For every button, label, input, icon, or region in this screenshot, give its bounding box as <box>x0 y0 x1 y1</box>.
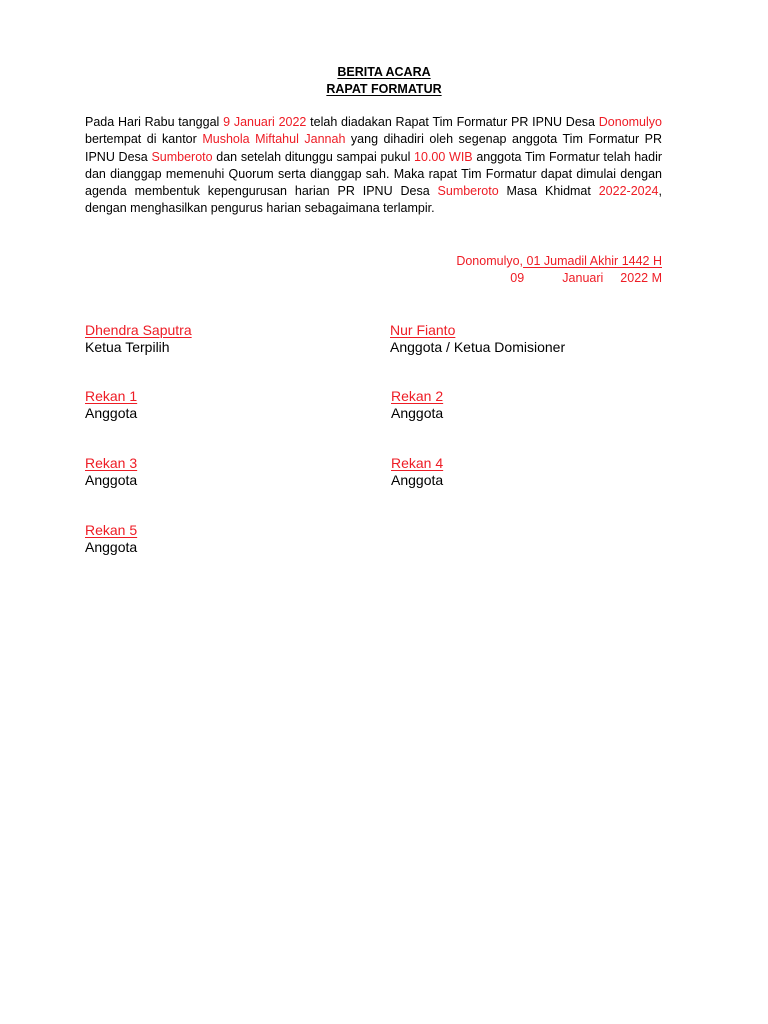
date-day: 09 <box>510 271 525 285</box>
place-hijri-date <box>456 253 662 270</box>
signatory-block <box>85 522 137 556</box>
service-period: 2022-2024 <box>598 184 659 199</box>
date-month: Januari <box>562 271 604 285</box>
village-name: Sumberoto <box>151 149 213 164</box>
signatory-block <box>391 455 443 489</box>
signatory-name: Dhendra Saputra <box>85 322 192 338</box>
signatory-role: Anggota <box>391 472 444 488</box>
signatory-name: Rekan 2 <box>391 388 444 404</box>
body-text-4: yang dihadiri oleh segenap anggota Tim Formatur PR IPNU Desa <box>85 132 662 164</box>
signatory-name: Rekan 3 <box>85 455 138 471</box>
place-name: Donomulyo, <box>456 254 524 268</box>
body-text-6: anggota Tim Formatur telah hadir dan dianggap memenuhi Quorum serta dianggap sah. Maka rapat Tim Formatur dapat dimulai dengan agenda membentuk kepengurusan harian PR IPNU Desa <box>85 149 663 199</box>
title-line-1: BERITA ACARA <box>337 65 431 79</box>
village-name: Sumberoto <box>437 184 499 199</box>
body-text-2: telah diadakan Rapat Tim Formatur PR IPNU Desa <box>306 115 599 129</box>
body-paragraph <box>85 114 662 218</box>
signatory-name: Rekan 4 <box>391 455 444 471</box>
signatory-block <box>391 388 443 422</box>
body-text-1: Pada Hari Rabu tanggal <box>85 115 224 129</box>
date-year: 2022 M <box>620 271 662 285</box>
signatory-block <box>390 322 565 356</box>
body-text-5: dan setelah ditunggu sampai pukul <box>212 149 415 164</box>
signatory-role: Anggota <box>391 405 444 421</box>
signatory-block <box>85 455 137 489</box>
meeting-place: Mushola Miftahul Jannah <box>202 132 346 147</box>
village-name: Donomulyo <box>598 115 662 129</box>
signatory-name: Rekan 5 <box>85 522 138 538</box>
signatory-block <box>85 388 137 422</box>
signatory-block <box>85 322 192 356</box>
body-text-3: bertempat di kantor <box>85 132 203 147</box>
signatory-name: Rekan 1 <box>85 388 138 404</box>
document-title <box>0 64 768 98</box>
body-text-8: , dengan menghasilkan pengurus harian sebagaimana terlampir. <box>85 184 662 216</box>
body-text-7: Masa Khidmat <box>498 184 599 199</box>
place-date-block <box>456 253 662 287</box>
signatory-name: Nur Fianto <box>390 322 456 338</box>
title-line-2: RAPAT FORMATUR <box>326 82 442 96</box>
signatory-role: Ketua Terpilih <box>85 339 170 355</box>
signatory-role: Anggota <box>85 539 138 555</box>
signatory-role: Anggota <box>85 472 138 488</box>
gregorian-date <box>456 270 662 287</box>
signatory-role: Anggota / Ketua Domisioner <box>390 339 566 355</box>
meeting-time: 10.00 WIB <box>414 149 473 164</box>
meeting-date: 9 Januari 2022 <box>223 115 307 129</box>
signatory-role: Anggota <box>85 405 138 421</box>
hijri-date: 01 Jumadil Akhir 1442 H <box>523 254 662 268</box>
